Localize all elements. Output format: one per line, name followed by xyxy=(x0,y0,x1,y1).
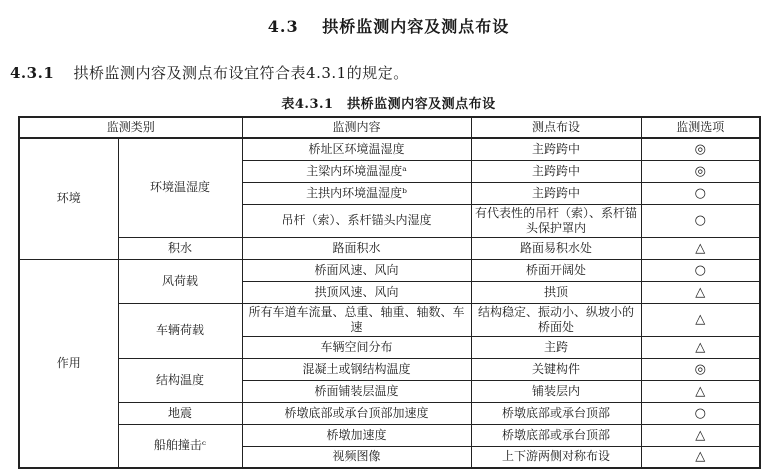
table-row xyxy=(19,358,760,380)
content-cell: 车辆空间分布 xyxy=(242,336,471,358)
section-heading xyxy=(0,14,777,37)
table-caption: 表4.3.1 拱桥监测内容及测点布设 xyxy=(281,97,496,112)
header-location: 测点布设 xyxy=(471,117,641,138)
option-cell: ○ xyxy=(641,182,760,204)
subcategory-cell: 积水 xyxy=(118,237,242,259)
location-cell: 结构稳定、振动小、纵坡小的桥面处 xyxy=(471,303,641,336)
content-cell: 桥面铺装层温度 xyxy=(242,380,471,402)
content-cell: 混凝土或钢结构温度 xyxy=(242,358,471,380)
table-row xyxy=(19,138,760,160)
section-number: 4.3 xyxy=(267,17,299,36)
subcategory-cell: 车辆荷载 xyxy=(118,303,242,358)
section-title: 拱桥监测内容及测点布设 xyxy=(322,17,510,36)
option-cell: ○ xyxy=(641,204,760,237)
content-cell: 所有车道车流量、总重、轴重、轴数、车速 xyxy=(242,303,471,336)
table-row xyxy=(19,424,760,446)
monitoring-table xyxy=(18,116,761,469)
table-row xyxy=(19,303,760,336)
content-cell: 吊杆（索）、系杆锚头内湿度 xyxy=(242,204,471,237)
clause-number: 4.3.1 xyxy=(10,64,55,82)
option-cell: △ xyxy=(641,446,760,468)
location-cell: 主跨 xyxy=(471,336,641,358)
content-cell: 桥面风速、风向 xyxy=(242,259,471,281)
option-cell: ◎ xyxy=(641,358,760,380)
option-cell: △ xyxy=(641,424,760,446)
location-cell: 拱顶 xyxy=(471,281,641,303)
option-cell: △ xyxy=(641,336,760,358)
option-cell: ○ xyxy=(641,402,760,424)
location-cell: 有代表性的吊杆（索）、系杆锚头保护罩内 xyxy=(471,204,641,237)
content-cell: 桥墩加速度 xyxy=(242,424,471,446)
subcategory-cell: 地震 xyxy=(118,402,242,424)
location-cell: 铺装层内 xyxy=(471,380,641,402)
option-cell: ◎ xyxy=(641,138,760,160)
option-cell: ○ xyxy=(641,259,760,281)
location-cell: 主跨跨中 xyxy=(471,160,641,182)
subcategory-cell: 风荷载 xyxy=(118,259,242,303)
option-cell: ◎ xyxy=(641,160,760,182)
category-cell: 作用 xyxy=(19,259,118,468)
content-cell: 桥墩底部或承台顶部加速度 xyxy=(242,402,471,424)
header-category: 监测类别 xyxy=(19,117,242,138)
subcategory-cell: 结构温度 xyxy=(118,358,242,402)
content-cell: 主梁内环境温湿度ᵃ xyxy=(242,160,471,182)
location-cell: 主跨跨中 xyxy=(471,182,641,204)
subcategory-cell: 环境温湿度 xyxy=(118,138,242,237)
table-row xyxy=(19,259,760,281)
location-cell: 桥面开阔处 xyxy=(471,259,641,281)
content-cell: 视频图像 xyxy=(242,446,471,468)
table-row xyxy=(19,237,760,259)
location-cell: 上下游两侧对称布设 xyxy=(471,446,641,468)
table-header-row xyxy=(19,117,760,138)
location-cell: 主跨跨中 xyxy=(471,138,641,160)
content-cell: 桥址区环境温湿度 xyxy=(242,138,471,160)
location-cell: 桥墩底部或承台顶部 xyxy=(471,424,641,446)
location-cell: 关键构件 xyxy=(471,358,641,380)
option-cell: △ xyxy=(641,380,760,402)
subcategory-cell: 船舶撞击ᶜ xyxy=(118,424,242,468)
table-row xyxy=(19,402,760,424)
location-cell: 路面易积水处 xyxy=(471,237,641,259)
location-cell: 桥墩底部或承台顶部 xyxy=(471,402,641,424)
content-cell: 主拱内环境温湿度ᵇ xyxy=(242,182,471,204)
option-cell: △ xyxy=(641,281,760,303)
clause-paragraph xyxy=(10,62,409,83)
category-cell: 环境 xyxy=(19,138,118,259)
clause-text: 拱桥监测内容及测点布设宜符合表4.3.1的规定。 xyxy=(73,64,409,82)
content-cell: 路面积水 xyxy=(242,237,471,259)
header-option: 监测选项 xyxy=(641,117,760,138)
content-cell: 拱顶风速、风向 xyxy=(242,281,471,303)
header-content: 监测内容 xyxy=(242,117,471,138)
option-cell: △ xyxy=(641,237,760,259)
option-cell: △ xyxy=(641,303,760,336)
